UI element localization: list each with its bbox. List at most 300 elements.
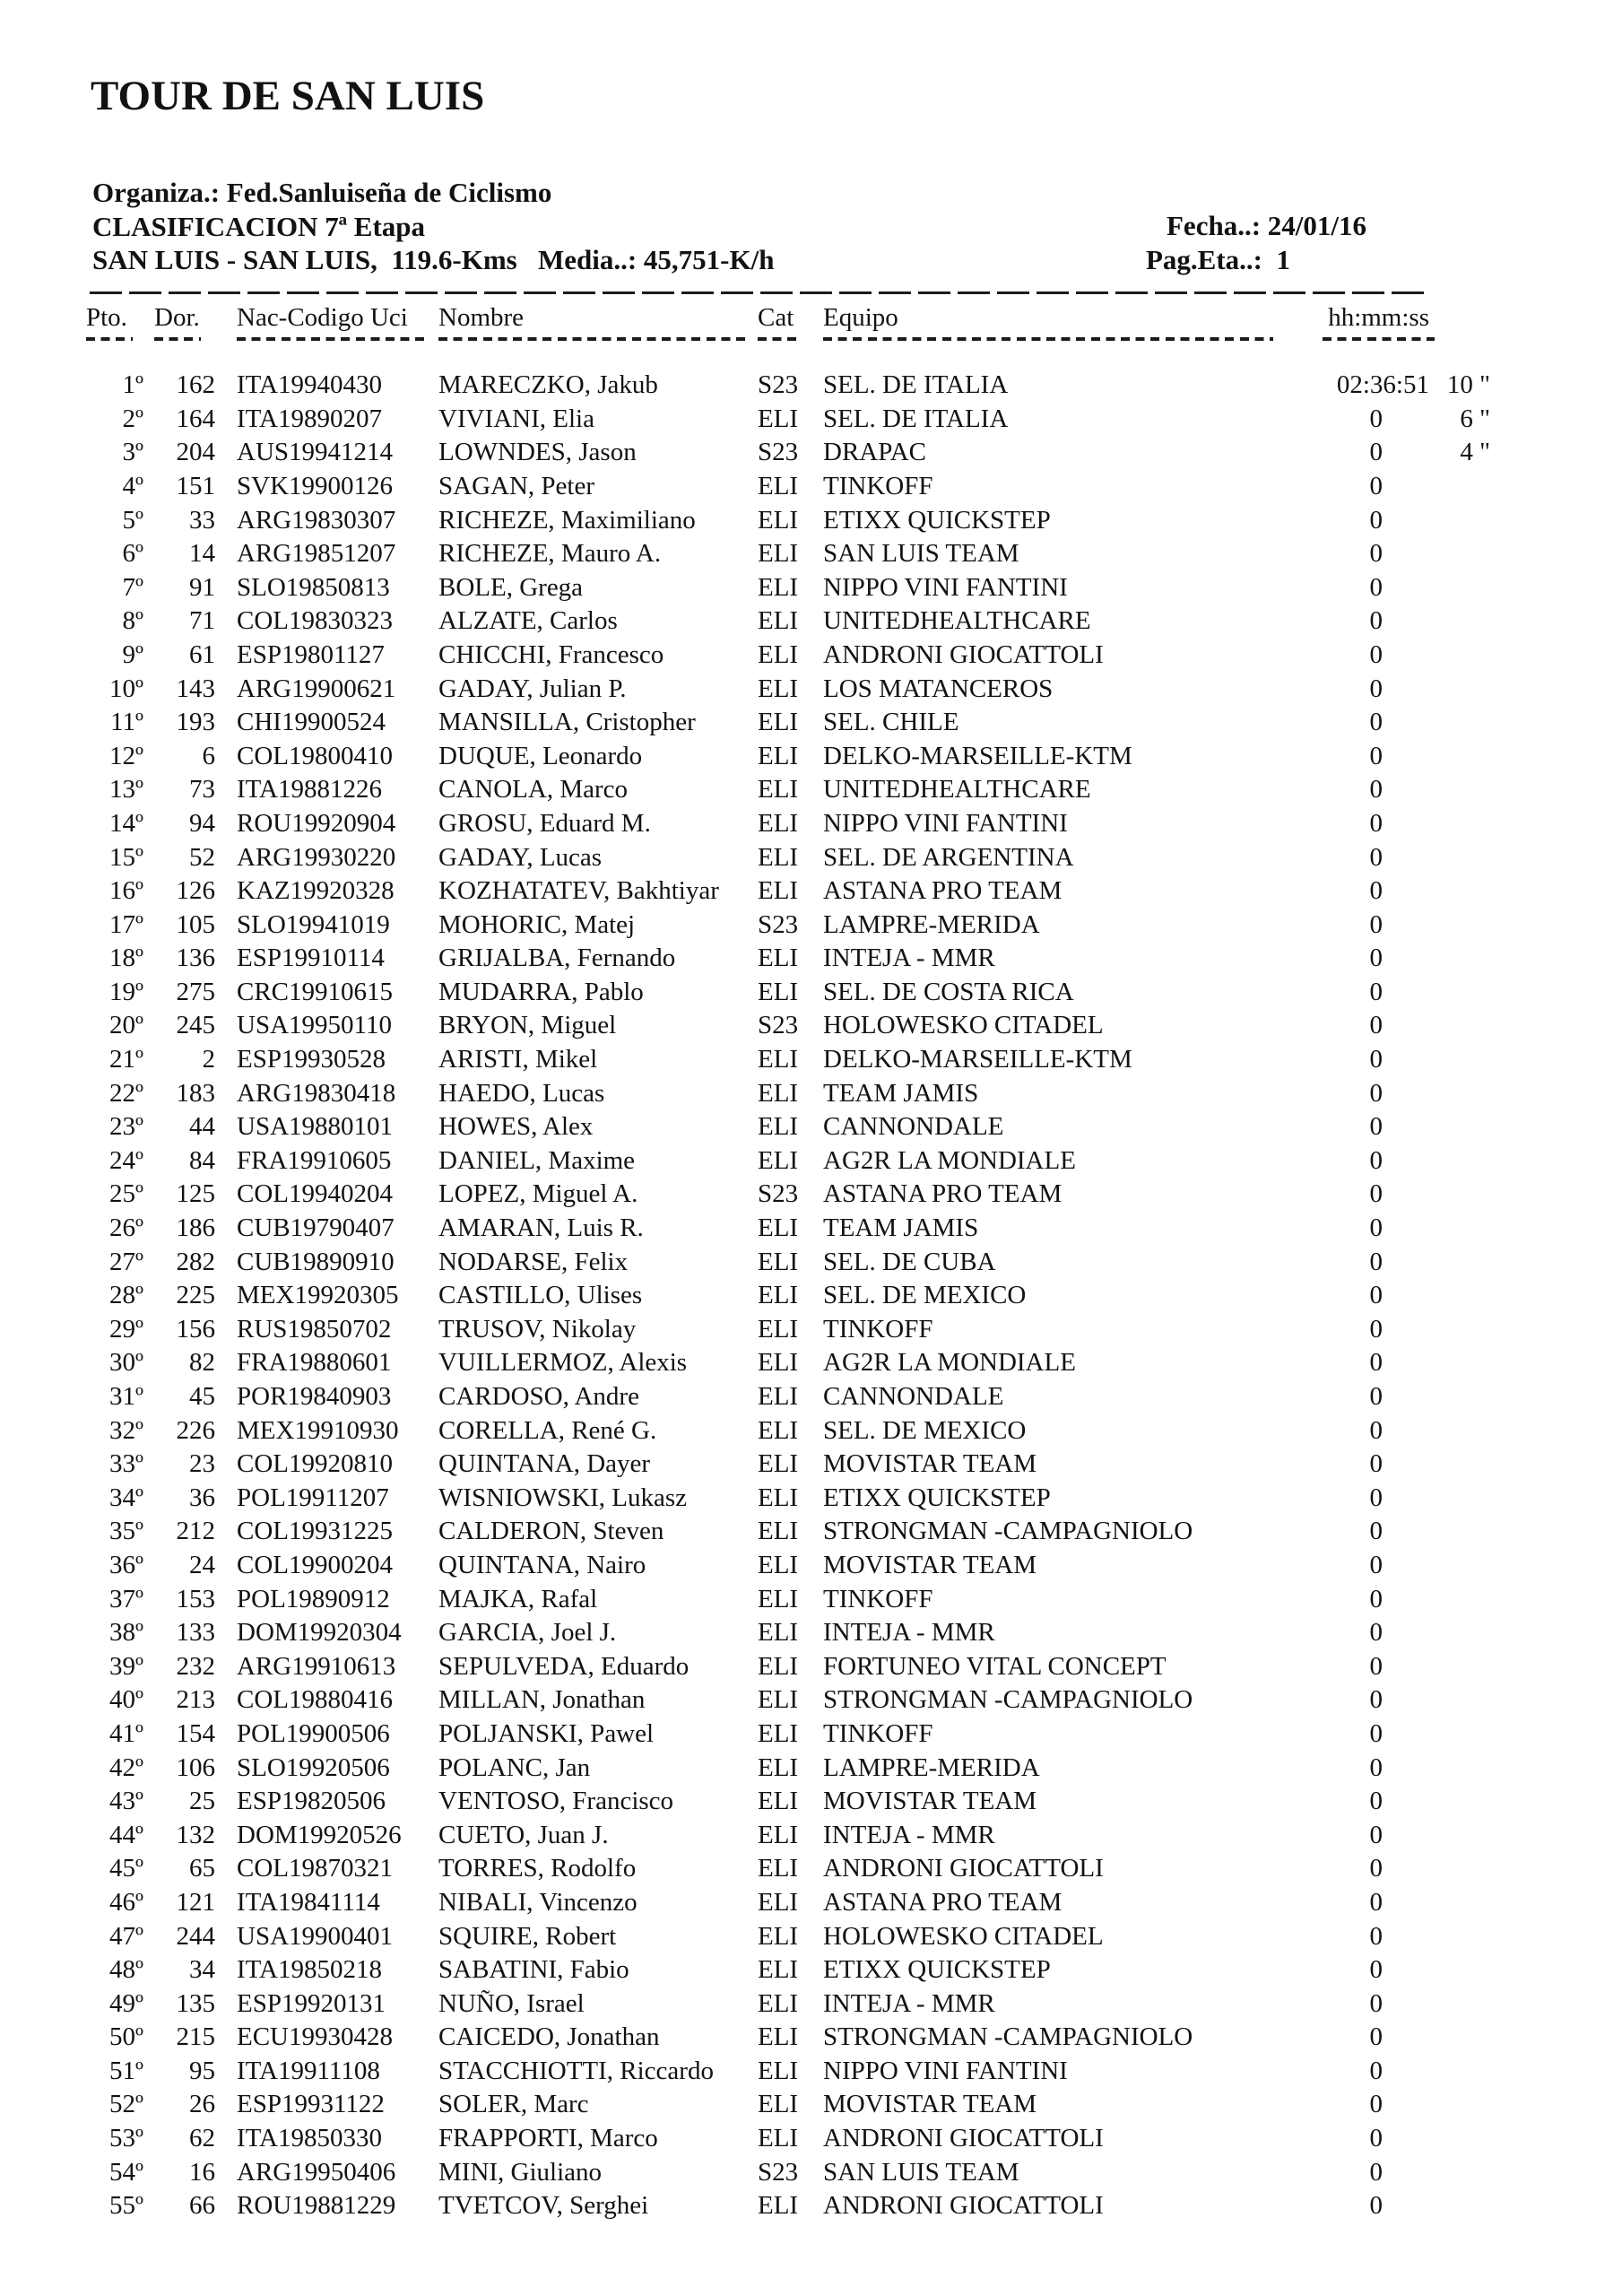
cell-dorsal: 136 — [176, 944, 215, 973]
cell-position: 22º — [109, 1078, 143, 1108]
cell-team: MOVISTAR TEAM — [823, 1550, 1037, 1579]
cell-dorsal: 34 — [189, 1955, 215, 1985]
cell-rider-name: VUILLERMOZ, Alexis — [438, 1348, 688, 1378]
table-row — [0, 1246, 1622, 1280]
cell-rider-name: CASTILLO, Ulises — [438, 1281, 643, 1310]
cell-time: 0 — [1369, 1787, 1383, 1816]
cell-position: 2º — [122, 404, 143, 433]
cell-category: ELI — [758, 505, 799, 535]
cell-time: 0 — [1369, 977, 1383, 1006]
cell-rider-name: MANSILLA, Cristopher — [438, 708, 696, 737]
cell-rider-name: SQUIRE, Robert — [438, 1921, 617, 1951]
cell-uci-code: COL19830323 — [237, 606, 393, 636]
cell-time: 0 — [1369, 1045, 1383, 1074]
cell-team: SAN LUIS TEAM — [823, 2157, 1019, 2187]
cell-uci-code: ARG19851207 — [237, 539, 396, 569]
cell-position: 50º — [109, 2022, 143, 2052]
cell-position: 35º — [109, 1517, 143, 1546]
cell-dorsal: 71 — [189, 606, 215, 636]
cell-team: ASTANA PRO TEAM — [823, 1887, 1063, 1917]
header-separator-line — [90, 291, 1427, 294]
cell-position: 15º — [109, 842, 143, 872]
cell-dorsal: 133 — [176, 1618, 215, 1648]
cell-position: 27º — [109, 1247, 143, 1276]
cell-category: S23 — [758, 438, 799, 467]
cell-team: MOVISTAR TEAM — [823, 1787, 1037, 1816]
cell-position: 16º — [109, 876, 143, 906]
cell-time: 0 — [1369, 674, 1383, 703]
cell-category: ELI — [758, 1213, 799, 1243]
cell-team: DELKO-MARSEILLE-KTM — [823, 741, 1132, 770]
cell-rider-name: LOPEZ, Miguel A. — [438, 1179, 638, 1209]
cell-uci-code: ESP19910114 — [237, 944, 385, 973]
table-row — [0, 1953, 1622, 1987]
table-row — [0, 1313, 1622, 1347]
cell-rider-name: POLANC, Jan — [438, 1752, 591, 1782]
cell-dorsal: 16 — [189, 2157, 215, 2187]
cell-position: 5º — [122, 505, 143, 535]
table-row — [0, 369, 1622, 403]
cell-time: 0 — [1369, 741, 1383, 770]
cell-category: ELI — [758, 1988, 799, 2018]
cell-dorsal: 26 — [189, 2090, 215, 2119]
cell-time: 0 — [1369, 1281, 1383, 1310]
cell-team: ETIXX QUICKSTEP — [823, 1955, 1051, 1985]
cell-uci-code: ESP19801127 — [237, 639, 385, 669]
table-row — [0, 740, 1622, 774]
cell-dorsal: 73 — [189, 775, 215, 804]
cell-position: 1º — [122, 370, 143, 400]
cell-time: 0 — [1369, 572, 1383, 602]
table-row — [0, 1515, 1622, 1549]
cell-team: INTEJA - MMR — [823, 1988, 995, 2018]
cell-dorsal: 105 — [176, 909, 215, 939]
table-row — [0, 1616, 1622, 1650]
cell-position: 24º — [109, 1145, 143, 1175]
cell-category: ELI — [758, 2056, 799, 2085]
cell-time: 0 — [1369, 1921, 1383, 1951]
cell-team: SEL. DE ITALIA — [823, 370, 1009, 400]
cell-dorsal: 14 — [189, 539, 215, 569]
cell-dorsal: 193 — [176, 708, 215, 737]
cell-uci-code: ROU19881229 — [237, 2191, 396, 2221]
cell-dorsal: 213 — [176, 1685, 215, 1715]
cell-team: AG2R LA MONDIALE — [823, 1145, 1076, 1175]
cell-dorsal: 6 — [202, 741, 215, 770]
cell-time: 0 — [1369, 775, 1383, 804]
table-row — [0, 1414, 1622, 1448]
cell-team: TEAM JAMIS — [823, 1213, 979, 1243]
cell-team: DRAPAC — [823, 438, 926, 467]
cell-position: 13º — [109, 775, 143, 804]
cell-team: INTEJA - MMR — [823, 1820, 995, 1849]
cell-rider-name: NODARSE, Felix — [438, 1247, 629, 1276]
cell-time: 0 — [1369, 2022, 1383, 2052]
cell-position: 29º — [109, 1314, 143, 1344]
cell-category: ELI — [758, 944, 799, 973]
cell-uci-code: ARG19900621 — [237, 674, 396, 703]
cell-time: 0 — [1369, 909, 1383, 939]
cell-team: ANDRONI GIOCATTOLI — [823, 1854, 1104, 1883]
cell-uci-code: ITA19890207 — [237, 404, 382, 433]
cell-dorsal: 52 — [189, 842, 215, 872]
cell-time: 0 — [1369, 1685, 1383, 1715]
cell-uci-code: POL19900506 — [237, 1718, 390, 1748]
cell-position: 39º — [109, 1651, 143, 1681]
cell-team: ASTANA PRO TEAM — [823, 876, 1063, 906]
cell-category: ELI — [758, 1887, 799, 1917]
cell-time: 0 — [1369, 471, 1383, 500]
cell-team: ANDRONI GIOCATTOLI — [823, 639, 1104, 669]
column-header-time: hh:mm:ss — [1328, 303, 1429, 332]
cell-uci-code: ITA19841114 — [237, 1887, 380, 1917]
cell-dorsal: 126 — [176, 876, 215, 906]
cell-dorsal: 183 — [176, 1078, 215, 1108]
cell-category: ELI — [758, 1854, 799, 1883]
cell-team: UNITEDHEALTHCARE — [823, 775, 1091, 804]
cell-position: 11º — [110, 708, 143, 737]
cell-rider-name: MARECZKO, Jakub — [438, 370, 658, 400]
cell-position: 31º — [109, 1382, 143, 1411]
cell-rider-name: CAICEDO, Jonathan — [438, 2022, 660, 2052]
table-row — [0, 976, 1622, 1010]
table-row — [0, 1346, 1622, 1380]
cell-dorsal: 212 — [176, 1517, 215, 1546]
cell-rider-name: TORRES, Rodolfo — [438, 1854, 637, 1883]
cell-uci-code: ITA19940430 — [237, 370, 382, 400]
cell-rider-name: GARCIA, Joel J. — [438, 1618, 617, 1648]
cell-time: 0 — [1369, 1449, 1383, 1479]
table-row — [0, 1380, 1622, 1414]
cell-team: LAMPRE-MERIDA — [823, 1752, 1040, 1782]
cell-position: 20º — [109, 1011, 143, 1040]
cell-category: ELI — [758, 2022, 799, 2052]
table-row — [0, 571, 1622, 605]
cell-uci-code: ESP19930528 — [237, 1045, 386, 1074]
cell-rider-name: SABATINI, Fabio — [438, 1955, 629, 1985]
table-row — [0, 639, 1622, 673]
cell-time: 02:36:51 — [1336, 370, 1429, 400]
cell-position: 47º — [109, 1921, 143, 1951]
cell-uci-code: POL19890912 — [237, 1584, 390, 1613]
cell-category: ELI — [758, 606, 799, 636]
table-row — [0, 2156, 1622, 2190]
cell-uci-code: COL19880416 — [237, 1685, 393, 1715]
cell-time: 0 — [1369, 1752, 1383, 1782]
cell-category: ELI — [758, 1685, 799, 1715]
cell-uci-code: ARG19830418 — [237, 1078, 396, 1108]
cell-team: STRONGMAN -CAMPAGNIOLO — [823, 1685, 1193, 1715]
cell-time: 0 — [1369, 505, 1383, 535]
cell-dorsal: 65 — [189, 1854, 215, 1883]
cell-dorsal: 151 — [176, 471, 215, 500]
cell-dorsal: 106 — [176, 1752, 215, 1782]
cell-category: ELI — [758, 2090, 799, 2119]
table-row — [0, 2021, 1622, 2055]
cell-uci-code: SVK19900126 — [237, 471, 394, 500]
cell-rider-name: GADAY, Julian P. — [438, 674, 627, 703]
column-rules-row — [0, 335, 1622, 370]
cell-position: 37º — [109, 1584, 143, 1613]
cell-time: 0 — [1369, 1955, 1383, 1985]
table-row — [0, 1683, 1622, 1718]
cell-team: TINKOFF — [823, 471, 933, 500]
cell-position: 41º — [109, 1718, 143, 1748]
cell-category: ELI — [758, 708, 799, 737]
cell-category: ELI — [758, 1787, 799, 1816]
table-row — [0, 706, 1622, 740]
cell-dorsal: 24 — [189, 1550, 215, 1579]
cell-position: 23º — [109, 1112, 143, 1142]
cell-dorsal: 164 — [176, 404, 215, 433]
stage-line: SAN LUIS - SAN LUIS, 119.6-Kms Media..: 45,751-K/h — [92, 244, 775, 276]
cell-rider-name: SAGAN, Peter — [438, 471, 594, 500]
cell-team: UNITEDHEALTHCARE — [823, 606, 1091, 636]
table-row — [0, 1886, 1622, 1920]
cell-time: 0 — [1369, 2056, 1383, 2085]
cell-uci-code: AUS19941214 — [237, 438, 394, 467]
cell-uci-code: COL19900204 — [237, 1550, 393, 1579]
cell-dorsal: 156 — [176, 1314, 215, 1344]
cell-rider-name: MINI, Giuliano — [438, 2157, 603, 2187]
cell-position: 7º — [122, 572, 143, 602]
table-row — [0, 1212, 1622, 1246]
table-row — [0, 942, 1622, 976]
cell-position: 34º — [109, 1483, 143, 1512]
cell-dorsal: 91 — [189, 572, 215, 602]
cell-team: SEL. DE ITALIA — [823, 404, 1009, 433]
cell-rider-name: DANIEL, Maxime — [438, 1145, 636, 1175]
table-row — [0, 436, 1622, 470]
column-header-uci: Nac-Codigo Uci — [237, 303, 408, 332]
cell-uci-code: SLO19850813 — [237, 572, 390, 602]
cell-category: ELI — [758, 1718, 799, 1748]
table-row — [0, 1650, 1622, 1684]
cell-uci-code: SLO19920506 — [237, 1752, 390, 1782]
table-row — [0, 604, 1622, 639]
cell-rider-name: MAJKA, Rafal — [438, 1584, 598, 1613]
table-row — [0, 773, 1622, 807]
cell-rider-name: TRUSOV, Nikolay — [438, 1314, 637, 1344]
cell-dorsal: 143 — [176, 674, 215, 703]
cell-dorsal: 225 — [176, 1281, 215, 1310]
cell-uci-code: CUB19790407 — [237, 1213, 395, 1243]
classification-table — [0, 301, 1622, 2223]
table-row — [0, 2055, 1622, 2089]
cell-bonus: 10 " — [1446, 370, 1490, 400]
cell-rider-name: BRYON, Miguel — [438, 1011, 617, 1040]
cell-category: ELI — [758, 741, 799, 770]
table-row — [0, 1077, 1622, 1111]
cell-uci-code: COL19870321 — [237, 1854, 393, 1883]
cell-uci-code: DOM19920304 — [237, 1618, 402, 1648]
cell-uci-code: ARG19950406 — [237, 2157, 396, 2187]
cell-team: FORTUNEO VITAL CONCEPT — [823, 1651, 1167, 1681]
cell-uci-code: ESP19920131 — [237, 1988, 386, 2018]
cell-position: 46º — [109, 1887, 143, 1917]
cell-position: 40º — [109, 1685, 143, 1715]
cell-category: ELI — [758, 1078, 799, 1108]
cell-uci-code: RUS19850702 — [237, 1314, 392, 1344]
cell-time: 0 — [1369, 1854, 1383, 1883]
cell-rider-name: CALDERON, Steven — [438, 1517, 664, 1546]
cell-time: 0 — [1369, 1483, 1383, 1512]
cell-dorsal: 245 — [176, 1011, 215, 1040]
cell-team: SEL. DE COSTA RICA — [823, 977, 1074, 1006]
cell-uci-code: ITA19881226 — [237, 775, 382, 804]
cell-dorsal: 282 — [176, 1247, 215, 1276]
cell-dorsal: 232 — [176, 1651, 215, 1681]
column-rule-cat — [758, 337, 799, 341]
cell-bonus: 4 " — [1460, 438, 1490, 467]
cell-position: 38º — [109, 1618, 143, 1648]
cell-time: 0 — [1369, 1988, 1383, 2018]
cell-dorsal: 66 — [189, 2191, 215, 2221]
table-row — [0, 1819, 1622, 1853]
cell-uci-code: COL19931225 — [237, 1517, 393, 1546]
table-row — [0, 2122, 1622, 2156]
cell-category: S23 — [758, 1179, 799, 1209]
cell-position: 19º — [109, 977, 143, 1006]
cell-uci-code: MEX19920305 — [237, 1281, 399, 1310]
cell-category: ELI — [758, 1382, 799, 1411]
cell-category: S23 — [758, 370, 799, 400]
cell-rider-name: CUETO, Juan J. — [438, 1820, 609, 1849]
cell-dorsal: 36 — [189, 1483, 215, 1512]
cell-time: 0 — [1369, 1718, 1383, 1748]
table-row — [0, 1549, 1622, 1583]
cell-rider-name: FRAPPORTI, Marco — [438, 2124, 658, 2153]
cell-dorsal: 186 — [176, 1213, 215, 1243]
cell-category: ELI — [758, 2124, 799, 2153]
cell-rider-name: WISNIOWSKI, Lukasz — [438, 1483, 688, 1512]
cell-team: AG2R LA MONDIALE — [823, 1348, 1076, 1378]
cell-position: 51º — [109, 2056, 143, 2085]
cell-team: TINKOFF — [823, 1584, 933, 1613]
table-row — [0, 1920, 1622, 1954]
cell-rider-name: VIVIANI, Elia — [438, 404, 594, 433]
cell-position: 48º — [109, 1955, 143, 1985]
cell-time: 0 — [1369, 1247, 1383, 1276]
cell-team: STRONGMAN -CAMPAGNIOLO — [823, 2022, 1193, 2052]
cell-uci-code: USA19900401 — [237, 1921, 394, 1951]
cell-uci-code: KAZ19920328 — [237, 876, 395, 906]
cell-rider-name: NUÑO, Israel — [438, 1988, 585, 2018]
cell-category: ELI — [758, 1921, 799, 1951]
cell-uci-code: COL19920810 — [237, 1449, 393, 1479]
cell-bonus: 6 " — [1460, 404, 1490, 433]
cell-rider-name: MOHORIC, Matej — [438, 909, 636, 939]
cell-time: 0 — [1369, 1314, 1383, 1344]
cell-category: ELI — [758, 1584, 799, 1613]
cell-category: ELI — [758, 539, 799, 569]
cell-uci-code: ARG19830307 — [237, 505, 396, 535]
cell-position: 12º — [109, 741, 143, 770]
cell-position: 21º — [109, 1045, 143, 1074]
cell-uci-code: FRA19910605 — [237, 1145, 392, 1175]
table-row — [0, 470, 1622, 504]
cell-dorsal: 2 — [202, 1045, 215, 1074]
column-rule-team — [823, 337, 1273, 341]
cell-position: 17º — [109, 909, 143, 939]
cell-category: ELI — [758, 842, 799, 872]
cell-team: MOVISTAR TEAM — [823, 2090, 1037, 2119]
cell-rider-name: CANOLA, Marco — [438, 775, 629, 804]
cell-time: 0 — [1369, 1550, 1383, 1579]
cell-dorsal: 23 — [189, 1449, 215, 1479]
column-header-cat: Cat — [758, 303, 794, 332]
table-row — [0, 1110, 1622, 1144]
cell-rider-name: HOWES, Alex — [438, 1112, 594, 1142]
cell-time: 0 — [1369, 842, 1383, 872]
cell-rider-name: BOLE, Grega — [438, 572, 584, 602]
cell-time: 0 — [1369, 1145, 1383, 1175]
cell-position: 28º — [109, 1281, 143, 1310]
cell-category: ELI — [758, 775, 799, 804]
cell-position: 45º — [109, 1854, 143, 1883]
cell-category: S23 — [758, 909, 799, 939]
cell-uci-code: DOM19920526 — [237, 1820, 402, 1849]
cell-time: 0 — [1369, 1415, 1383, 1445]
cell-team: INTEJA - MMR — [823, 1618, 995, 1648]
cell-category: ELI — [758, 572, 799, 602]
table-row — [0, 2189, 1622, 2223]
cell-category: ELI — [758, 471, 799, 500]
cell-rider-name: RICHEZE, Maximiliano — [438, 505, 696, 535]
cell-time: 0 — [1369, 876, 1383, 906]
cell-category: ELI — [758, 1348, 799, 1378]
cell-rider-name: ARISTI, Mikel — [438, 1045, 598, 1074]
cell-time: 0 — [1369, 1651, 1383, 1681]
cell-uci-code: CRC19910615 — [237, 977, 394, 1006]
cell-uci-code: ROU19920904 — [237, 808, 396, 838]
cell-rider-name: POLJANSKI, Pawel — [438, 1718, 655, 1748]
cell-time: 0 — [1369, 1348, 1383, 1378]
cell-position: 6º — [122, 539, 143, 569]
cell-position: 52º — [109, 2090, 143, 2119]
cell-rider-name: NIBALI, Vincenzo — [438, 1887, 638, 1917]
classification-line: CLASIFICACION 7ª Etapa — [92, 210, 426, 242]
cell-rider-name: QUINTANA, Dayer — [438, 1449, 651, 1479]
cell-team: ETIXX QUICKSTEP — [823, 1483, 1051, 1512]
table-row — [0, 1448, 1622, 1482]
cell-rider-name: VENTOSO, Francisco — [438, 1787, 674, 1816]
cell-dorsal: 82 — [189, 1348, 215, 1378]
cell-dorsal: 45 — [189, 1382, 215, 1411]
cell-category: ELI — [758, 1415, 799, 1445]
cell-rider-name: GRIJALBA, Fernando — [438, 944, 676, 973]
cell-uci-code: ESP19931122 — [237, 2090, 385, 2119]
cell-uci-code: COL19800410 — [237, 741, 393, 770]
cell-uci-code: ARG19910613 — [237, 1651, 396, 1681]
cell-team: TEAM JAMIS — [823, 1078, 979, 1108]
table-row — [0, 1009, 1622, 1043]
table-header-row — [0, 301, 1622, 335]
cell-uci-code: MEX19910930 — [237, 1415, 399, 1445]
cell-position: 55º — [109, 2191, 143, 2221]
cell-position: 36º — [109, 1550, 143, 1579]
cell-uci-code: USA19880101 — [237, 1112, 394, 1142]
cell-category: ELI — [758, 674, 799, 703]
cell-dorsal: 154 — [176, 1718, 215, 1748]
table-row — [0, 403, 1622, 437]
cell-time: 0 — [1369, 1584, 1383, 1613]
cell-team: SEL. CHILE — [823, 708, 959, 737]
table-row — [0, 874, 1622, 909]
cell-uci-code: ITA19911108 — [237, 2056, 380, 2085]
cell-time: 0 — [1369, 1179, 1383, 1209]
cell-time: 0 — [1369, 639, 1383, 669]
